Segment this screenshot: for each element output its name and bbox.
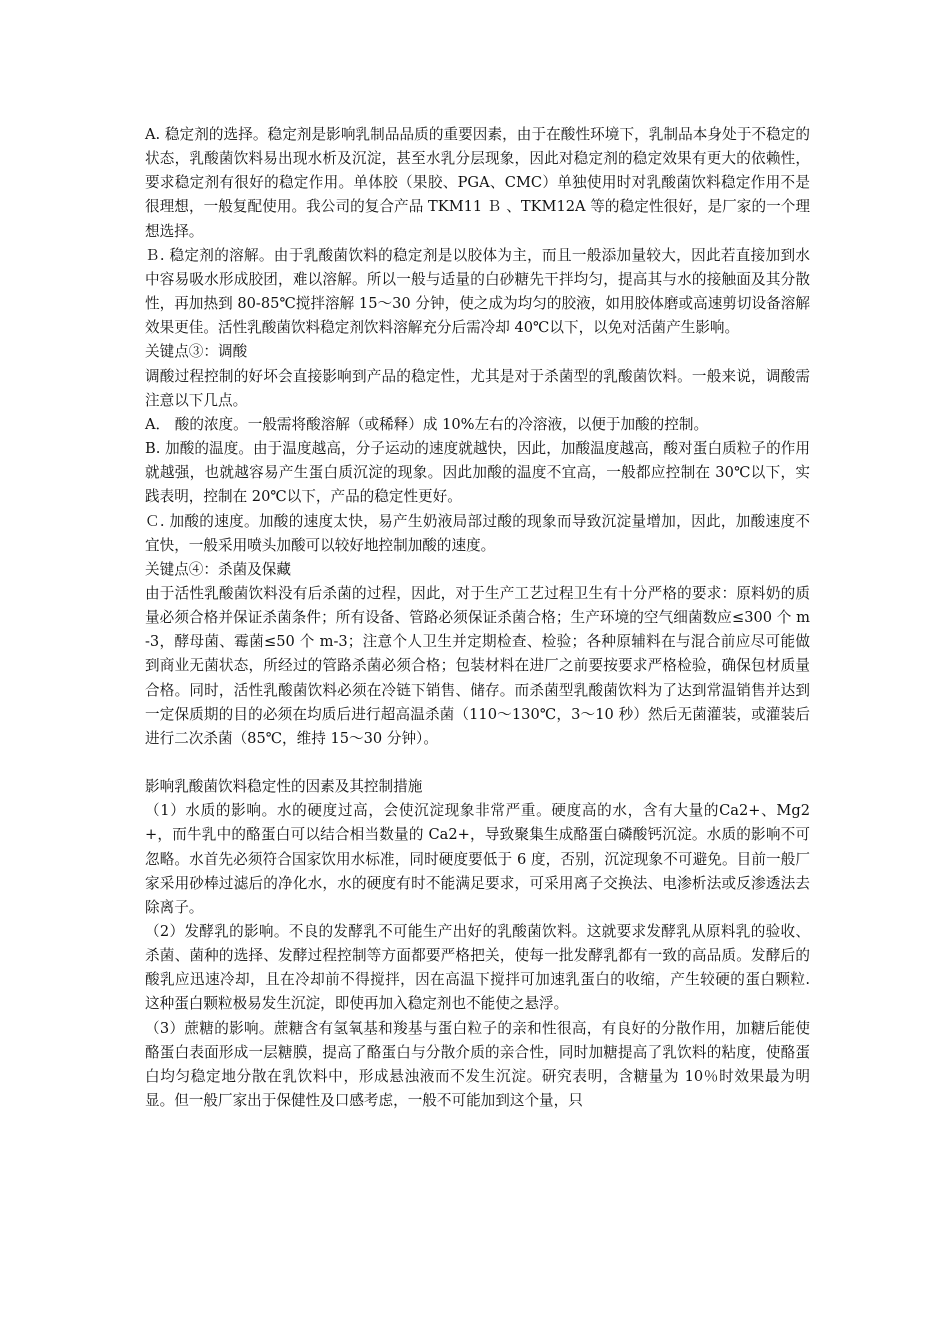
paragraph-water-quality: （1）水质的影响。水的硬度过高，会使沉淀现象非常严重。硬度高的水，含有大量的Ca2+、Mg2+，而牛乳中的酪蛋白可以结合相当数量的 Ca2+，导致聚集生成酪蛋白磷酸钙沉淀。水质的影响不可忽略。水首先必须符合国家饮用水标准，同时硬度要低于 6 度，否别，沉淀现象不可避免。目前一般厂家采用砂棒过滤后的净化水，水的硬度有时不能满足要求，可采用离子交换法、电渗析法或反渗透法去除离子。 — [145, 802, 810, 916]
paragraph-stabilizer-dissolving: Ｂ. 稳定剂的溶解。由于乳酸菌饮料的稳定剂是以胶体为主，而且一般添加量较大，因此若直接加到水中容易吸水形成胶团，难以溶解。所以一般与适量的白砂糖先干拌均匀，提高其与水的接触面及其分散性，再加热到 80-85℃搅拌溶解 15～30 分钟，使之成为均匀的胶液，如用胶体磨或高速剪切设备溶解效果更佳。活性乳酸菌饮料稳定剂饮料溶解充分后需冷却 40℃以下，以免对活菌产生影响。 — [145, 246, 810, 337]
heading-key-point-3: 关键点③：调酸 — [145, 343, 248, 361]
heading-key-point-4: 关键点④：杀菌及保藏 — [145, 560, 291, 578]
paragraph-acid-concentration: A． 酸的浓度。一般需将酸溶解（或稀释）成 10%左右的冷溶液，以便于加酸的控制。 — [145, 415, 709, 433]
section-heading-stability-factors: 影响乳酸菌饮料稳定性的因素及其控制措施 — [145, 778, 423, 796]
paragraph-stabilizer-selection: A. 稳定剂的选择。稳定剂是影响乳制品品质的重要因素，由于在酸性环境下，乳制品本身处于不稳定的状态，乳酸菌饮料易出现水析及沉淀，甚至水乳分层现象，因此对稳定剂的稳定效果有更大的依赖性，要求稳定剂有很好的稳定作用。单体胶（果胶、PGA、CMC）单独使用时对乳酸菌饮料稳定作用不是很理想，一般复配使用。我公司的复合产品 TKM11 Ｂ 、TKM12A 等的稳定性很好，是厂家的一个理想选择。 — [145, 126, 810, 240]
paragraph-acid-adjustment-intro: 调酸过程控制的好坏会直接影响到产品的稳定性，尤其是对于杀菌型的乳酸菌饮料。一般来说，调酸需注意以下几点。 — [145, 367, 810, 409]
paragraph-fermented-milk: （2）发酵乳的影响。不良的发酵乳不可能生产出好的乳酸菌饮料。这就要求发酵乳从原料乳的验收、杀菌、菌种的选择、发酵过程控制等方面都要严格把关，使每一批发酵乳都有一致的高品质。发酵后的酸乳应迅速冷却，且在冷却前不得搅拌，因在高温下搅拌可加速乳蛋白的收缩，产生较硬的蛋白颗粒. 这种蛋白颗粒极易发生沉淀，即使再加入稳定剂也不能使之悬浮。 — [145, 923, 810, 1013]
paragraph-sucrose: （3）蔗糖的影响。蔗糖含有氢氧基和羧基与蛋白粒子的亲和性很高，有良好的分散作用，加糖后能使酪蛋白表面形成一层糖膜，提高了酪蛋白与分散介质的亲合性，同时加糖提高了乳饮料的粘度，使酪蛋白均匀稳定地分散在乳饮料中，形成悬浊液而不发生沉淀。研究表明，含糖量为 10％时效果最为明显。但一般厂家出于保健性及口感考虑，一般不可能加到这个量，只 — [145, 1019, 810, 1110]
paragraph-acid-speed: Ｃ. 加酸的速度。加酸的速度太快，易产生奶液局部过酸的现象而导致沉淀量增加，因此，加酸速度不宜快，一般采用喷头加酸可以较好地控制加酸的速度。 — [145, 512, 810, 554]
paragraph-sterilization-storage: 由于活性乳酸菌饮料没有后杀菌的过程，因此，对于生产工艺过程卫生有十分严格的要求：原料奶的质量必须合格并保证杀菌条件；所有设备、管路必须保证杀菌合格；生产环境的空气细菌数应≤300 个 m-3，酵母菌、霉菌≤50 个 m-3；注意个人卫生并定期检查、检验；各种原辅料在与混合前应尽可能做到商业无菌状态，所经过的管路杀菌必须合格；包装材料在进厂之前要按要求严格检验，确保包材质量合格。同时，活性乳酸菌饮料必须在冷链下销售、储存。而杀菌型乳酸菌饮料为了达到常温销售并达到一定保质期的目的必须在均质后进行超高温杀菌（110～130℃，3～10 秒）然后无菌灌装，或灌装后进行二次杀菌（85℃，维持 15～30 分钟）。 — [145, 584, 810, 747]
blank-line — [145, 751, 810, 775]
document-page — [145, 123, 810, 1113]
paragraph-acid-temperature: B. 加酸的温度。由于温度越高，分子运动的速度就越快，因此，加酸温度越高，酸对蛋白质粒子的作用就越强，也就越容易产生蛋白质沉淀的现象。因此加酸的温度不宜高，一般都应控制在 30℃以下，实践表明，控制在 20℃以下，产品的稳定性更好。 — [145, 440, 810, 506]
